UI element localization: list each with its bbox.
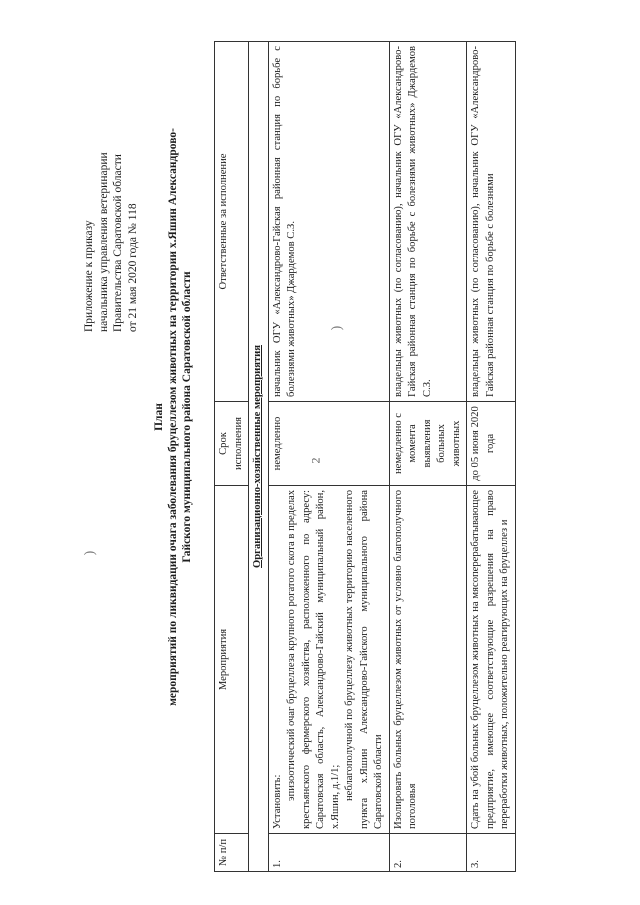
measure-paragraph: неблагополучной по бруцеллезу животных территорию населенного пункта х.Яшин Александрово-Гайского муниципального района Саратовской области — [344, 490, 384, 829]
annex-line: Правительства Саратовской области — [112, 154, 124, 332]
row-responsible: владельцы животных (по согласованию), начальник ОГУ «Александрово-Гайская районная станция по борьбе с болезнями животных» Джардемов С.З. — [389, 42, 467, 402]
row-measure: Сдать на убой больных бруцеллезом животных на мясоперерабатывающее предприятие, имеющее соответствующие разрешения на право переработки животных, положительно реагирующих на бруцеллез и — [467, 486, 516, 834]
measure-lead: Установить: — [271, 774, 283, 829]
row-term: немедленно — [268, 402, 389, 486]
page-number: 2 — [308, 457, 323, 464]
annex-line: начальника управления ветеринарии — [97, 152, 110, 332]
header-num: № п/п — [215, 834, 249, 872]
section-row — [249, 42, 269, 872]
document-title — [152, 92, 194, 742]
row-term: до 05 июня 2020 года — [467, 402, 516, 486]
annex-block — [82, 82, 140, 332]
row-responsible: начальник ОГУ «Александрово-Гайская районная станция по борьбе с болезнями животных» Джардемов С.З. — [268, 42, 389, 402]
measure-paragraph: эпизоотический очаг бруцеллеза крупного рогатого скота в пределах крестьянского фермерского хозяйства, расположенного по адресу: Саратовская область, Александрово-Гайский муниципальный район, х.Яшин, д.1/1; — [286, 490, 341, 829]
table-row — [467, 42, 516, 872]
row-responsible: владельцы животных (по согласованию), начальник ОГУ «Александрово-Гайская районная станция по борьбе с болезнями — [467, 42, 516, 402]
row-term: немедленно с момента выявления больных животных — [389, 402, 467, 486]
title-line: Гайского муниципального района Саратовской области — [181, 271, 193, 563]
scan-mark: ) — [82, 550, 98, 556]
section-title: Организационно-хозяйственные мероприятия — [249, 42, 269, 872]
measures-table — [214, 41, 516, 872]
title-line: мероприятий по ликвидации очага заболевания бруцеллезом животных на территории х.Яшин Александрово- — [167, 128, 179, 706]
annex-line: от 21 мая 2020 года № 118 — [126, 203, 139, 332]
header-responsible: Ответственные за исполнение — [215, 42, 249, 402]
header-term: Срок исполнения — [215, 402, 249, 486]
table-header-row — [215, 42, 249, 872]
scan-mark: ) — [329, 325, 345, 331]
table-row — [268, 42, 389, 872]
row-measure — [268, 486, 389, 834]
rotated-document — [0, 12, 616, 892]
annex-line: Приложение к приказу — [83, 220, 95, 332]
row-measure: Изолировать больных бруцеллезом животных от условно благополучного поголовья — [389, 486, 467, 834]
table-row — [389, 42, 467, 872]
row-num: 2. — [389, 834, 467, 872]
row-num: 3. — [467, 834, 516, 872]
title-line: План — [153, 403, 165, 431]
header-measures: Мероприятия — [215, 486, 249, 834]
row-num: 1. — [268, 834, 389, 872]
